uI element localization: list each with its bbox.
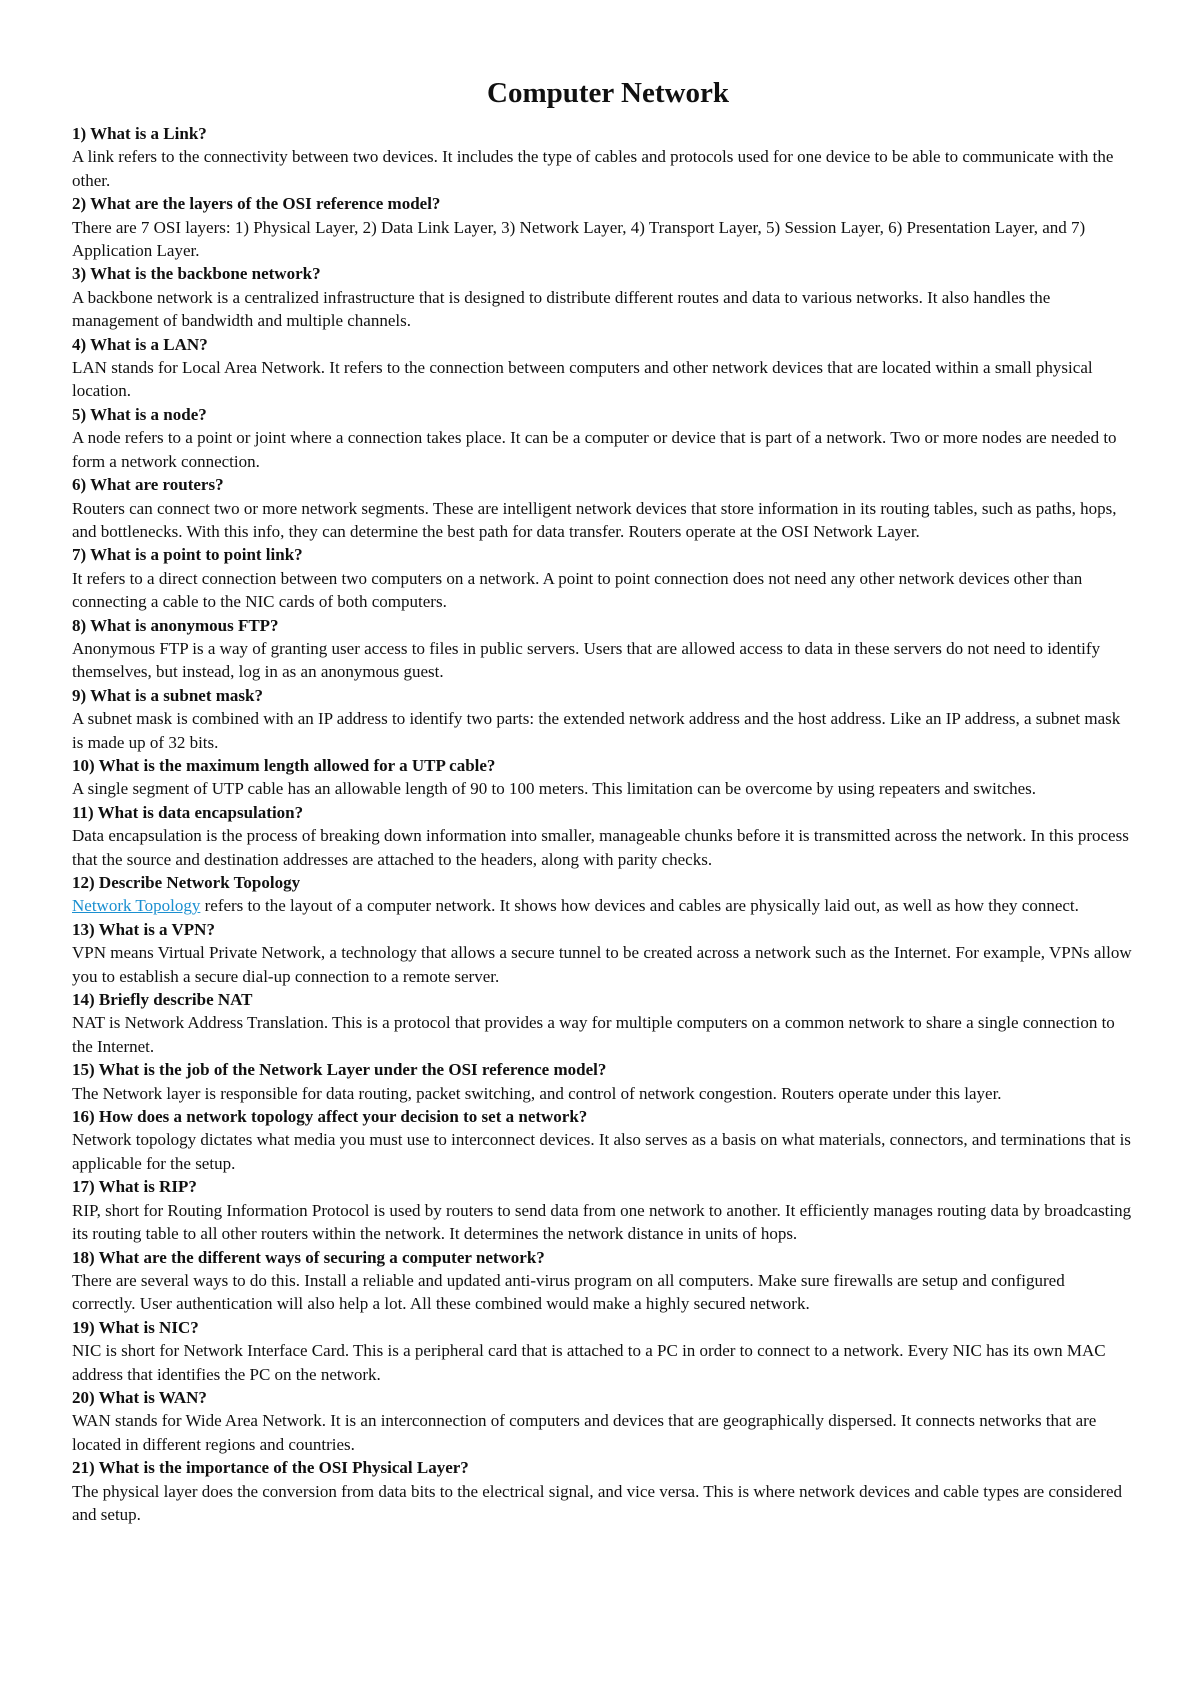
qa-item bbox=[72, 1386, 1132, 1456]
qa-item bbox=[72, 262, 1132, 332]
question-heading: 16) How does a network topology affect your decision to set a network? bbox=[72, 1107, 588, 1127]
question-heading: 3) What is the backbone network? bbox=[72, 264, 321, 284]
question-heading: 4) What is a LAN? bbox=[72, 334, 208, 354]
answer-text: Network topology dictates what media you must use to interconnect devices. It also serves as a basis on what materials, connectors, and terminations that is applicable for the setup. bbox=[72, 1130, 1131, 1173]
question-heading: 13) What is a VPN? bbox=[72, 919, 215, 939]
answer-text: The physical layer does the conversion from data bits to the electrical signal, and vice versa. This is where network devices and cable types are considered and setup. bbox=[72, 1481, 1122, 1524]
qa-item bbox=[72, 1316, 1132, 1386]
qa-item bbox=[72, 871, 1132, 918]
question-heading: 6) What are routers? bbox=[72, 475, 224, 495]
question-heading: 12) Describe Network Topology bbox=[72, 873, 301, 892]
qa-item bbox=[72, 918, 1132, 988]
answer-text: LAN stands for Local Area Network. It refers to the connection between computers and other network devices that are located within a small physical location. bbox=[72, 358, 1093, 401]
question-heading: 21) What is the importance of the OSI Physical Layer? bbox=[72, 1458, 469, 1478]
answer-text: A node refers to a point or joint where a connection takes place. It can be a computer or device that is part of a network. Two or more nodes are needed to form a network connection. bbox=[72, 428, 1117, 471]
qa-item bbox=[72, 754, 1132, 801]
qa-item bbox=[72, 333, 1132, 403]
qa-item bbox=[72, 1246, 1132, 1316]
answer-text: Anonymous FTP is a way of granting user access to files in public servers. Users that are allowed access to data in these servers do not need to identify themselves, but instead, log in as an anonymous guest. bbox=[72, 638, 1101, 682]
answer-text: There are several ways to do this. Install a reliable and updated anti-virus program on all computers. Make sure firewalls are setup and configured correctly. User authentication will also help a lot. All these combined would make a highly secured network. bbox=[72, 1270, 1065, 1314]
question-heading: 8) What is anonymous FTP? bbox=[72, 615, 279, 635]
answer-text: NAT is Network Address Translation. This is a protocol that provides a way for multiple computers on a common network to share a single connection to the Internet. bbox=[72, 1013, 1115, 1056]
qa-item bbox=[72, 614, 1132, 684]
question-heading: 17) What is RIP? bbox=[72, 1177, 197, 1197]
question-heading: 20) What is WAN? bbox=[72, 1387, 207, 1407]
question-heading: 1) What is a Link? bbox=[72, 124, 207, 143]
answer-text: VPN means Virtual Private Network, a technology that allows a secure tunnel to be created across a network such as the Internet. For example, VPNs allow you to establish a secure dial-up connection to a remote server. bbox=[72, 943, 1132, 986]
answer-text: There are 7 OSI layers: 1) Physical Layer, 2) Data Link Layer, 3) Network Layer, 4) Transport Layer, 5) Session Layer, 6) Presentation Layer, and 7) Application Layer. bbox=[72, 217, 1086, 261]
question-heading: 10) What is the maximum length allowed for a UTP cable? bbox=[72, 755, 496, 775]
answer-text: A single segment of UTP cable has an allowable length of 90 to 100 meters. This limitation can be overcome by using repeaters and switches. bbox=[72, 779, 1037, 799]
question-heading: 18) What are the different ways of securing a computer network? bbox=[72, 1247, 545, 1267]
qa-item bbox=[72, 1175, 1132, 1245]
qa-item bbox=[72, 1456, 1132, 1526]
question-heading: 2) What are the layers of the OSI reference model? bbox=[72, 194, 441, 214]
answer-text: A backbone network is a centralized infrastructure that is designed to distribute different routes and data to various networks. It also handles the management of bandwidth and multiple channels. bbox=[72, 287, 1051, 331]
qa-item bbox=[72, 543, 1132, 613]
answer-text: A link refers to the connectivity between two devices. It includes the type of cables and protocols used for one device to be able to communicate with the other. bbox=[72, 147, 1114, 190]
page-title: Computer Network bbox=[487, 77, 729, 109]
answer-text: RIP, short for Routing Information Protocol is used by routers to send data from one network to another. It efficiently manages routing data by broadcasting its routing table to all other routers within the network. It determines the network distance in units of hops. bbox=[72, 1200, 1132, 1244]
qa-item bbox=[72, 403, 1132, 473]
answer-text: Data encapsulation is the process of breaking down information into smaller, manageable chunks before it is transmitted across the network. In this process that the source and destination addresses are attached to the headers, along with parity checks. bbox=[72, 826, 1129, 869]
answer-text-rest: refers to the layout of a computer network. It shows how devices and cables are physically laid out, as well as how they connect. bbox=[200, 896, 1079, 916]
qa-list bbox=[72, 122, 1132, 1526]
question-heading: 7) What is a point to point link? bbox=[72, 545, 303, 565]
question-heading: 11) What is data encapsulation? bbox=[72, 802, 304, 822]
qa-item bbox=[72, 988, 1132, 1058]
qa-item bbox=[72, 473, 1132, 543]
qa-item bbox=[72, 1058, 1132, 1105]
answer-text: A subnet mask is combined with an IP address to identify two parts: the extended network address and the host address. Like an IP address, a subnet mask is made up of 32 bits. bbox=[72, 709, 1121, 752]
question-heading: 15) What is the job of the Network Layer under the OSI reference model? bbox=[72, 1060, 607, 1080]
answer-text bbox=[72, 894, 1132, 917]
answer-text: The Network layer is responsible for data routing, packet switching, and control of network congestion. Routers operate under this layer. bbox=[72, 1083, 1002, 1103]
qa-item bbox=[72, 684, 1132, 754]
qa-item bbox=[72, 801, 1132, 871]
answer-text: NIC is short for Network Interface Card. This is a peripheral card that is attached to a PC in order to connect to a network. Every NIC has its own MAC address that identifies the PC on the network. bbox=[72, 1341, 1106, 1384]
answer-text: Routers can connect two or more network segments. These are intelligent network devices that store information in its routing tables, such as paths, hops, and bottlenecks. With this info, they can determine the best path for data transfer. Routers operate at the OSI Network Layer. bbox=[72, 498, 1117, 541]
qa-item bbox=[72, 192, 1132, 262]
question-heading: 19) What is NIC? bbox=[72, 1317, 199, 1337]
question-heading: 9) What is a subnet mask? bbox=[72, 685, 263, 705]
answer-text: WAN stands for Wide Area Network. It is an interconnection of computers and devices that are geographically dispersed. It connects networks that are located in different regions and countries. bbox=[72, 1411, 1097, 1454]
answer-text: It refers to a direct connection between two computers on a network. A point to point connection does not need any other network devices other than connecting a cable to the NIC cards of both computers. bbox=[72, 568, 1083, 612]
network-topology-link[interactable]: Network Topology bbox=[72, 896, 201, 916]
document-page bbox=[72, 68, 1132, 1526]
question-heading: 5) What is a node? bbox=[72, 404, 207, 424]
qa-item bbox=[72, 122, 1132, 192]
qa-item bbox=[72, 1105, 1132, 1175]
question-heading: 14) Briefly describe NAT bbox=[72, 990, 253, 1010]
